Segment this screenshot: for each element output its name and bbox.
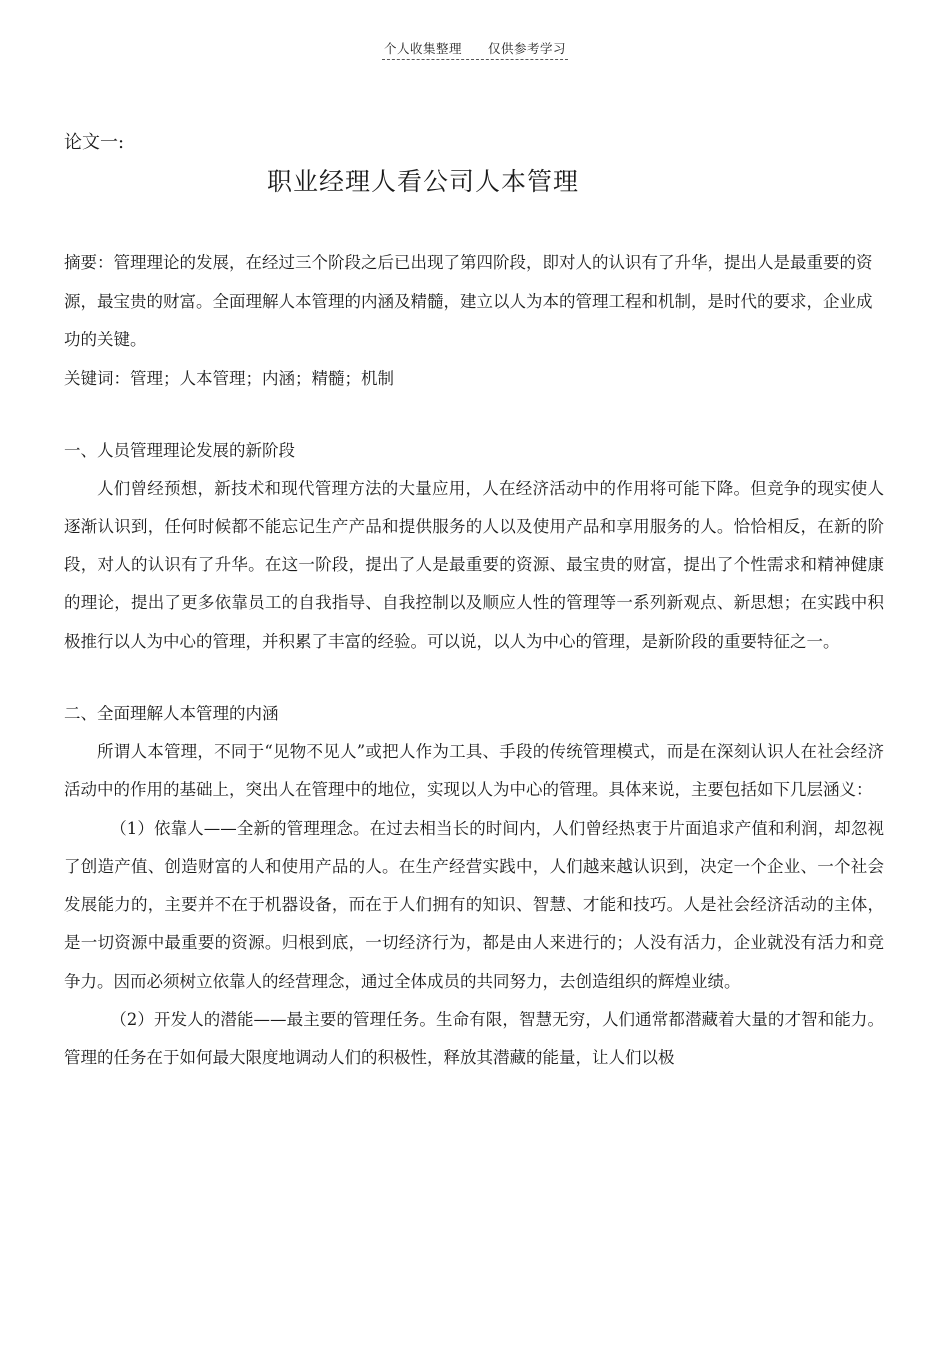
header-text xyxy=(382,39,568,60)
section-heading: 二、全面理解人本管理的内涵 xyxy=(64,703,279,723)
document-body xyxy=(64,128,884,1078)
list-item-paragraph: （2）开发人的潜能——最主要的管理任务。生命有限，智慧无穷，人们通常都潜藏着大量的才智和能力。管理的任务在于如何最大限度地调动人们的积极性，释放其潜藏的能量，让人们以极 xyxy=(64,1010,884,1068)
list-item-paragraph: （1）依靠人——全新的管理理念。在过去相当长的时间内，人们曾经热衷于片面追求产值和利润，却忽视了创造产值、创造财富的人和使用产品的人。在生产经营实践中，人们越来越认识到，决定一个企业、一个社会发展能力的，主要并不在于机器设备，而在于人们拥有的知识、智慧、才能和技巧。人是社会经济活动的主体，是一切资源中最重要的资源。归根到底，一切经济行为，都是由人来进行的；人没有活力，企业就没有活力和竞争力。因而必须树立依靠人的经营理念，通过全体成员的共同努力，去创造组织的辉煌业绩。 xyxy=(64,818,884,991)
keywords-line: 关键词：管理；人本管理；内涵；精髓；机制 xyxy=(64,368,394,388)
section-heading: 一、人员管理理论发展的新阶段 xyxy=(64,440,295,460)
running-header xyxy=(0,39,950,60)
header-right-text: 仅供参考学习 xyxy=(488,41,567,56)
section-2 xyxy=(64,695,884,1078)
section-1 xyxy=(64,432,884,661)
body-paragraph: 所谓人本管理，不同于“见物不见人”或把人作为工具、手段的传统管理模式，而是在深刻认识人在社会经济活动中的作用的基础上，突出人在管理中的地位，实现以人为中心的管理。具体来说，主要包括如下几层涵义： xyxy=(64,741,884,800)
body-paragraph: 人们曾经预想，新技术和现代管理方法的大量应用，人在经济活动中的作用将可能下降。但竞争的现实使人逐渐认识到，任何时候都不能忘记生产产品和提供服务的人以及使用产品和享用服务的人。恰恰相反，在新的阶段，对人的认识有了升华。在这一阶段，提出了人是最重要的资源、最宝贵的财富，提出了个性需求和精神健康的理论，提出了更多依靠员工的自我指导、自我控制以及顺应人性的管理等一系列新观点、新思想；在实践中积极推行以人为中心的管理，并积累了丰富的经验。可以说，以人为中心的管理，是新阶段的重要特征之一。 xyxy=(64,478,884,651)
header-left-text: 个人收集整理 xyxy=(383,41,462,56)
abstract-paragraph: 摘要：管理理论的发展，在经过三个阶段之后已出现了第四阶段，即对人的认识有了升华，提出人是最重要的资源，最宝贵的财富。全面理解人本管理的内涵及精髓，建立以人为本的管理工程和机制，是时代的要求，企业成功的关键。 xyxy=(64,253,873,349)
paper-label: 论文一: xyxy=(64,132,125,153)
document-title: 职业经理人看公司人本管理 xyxy=(267,167,580,196)
